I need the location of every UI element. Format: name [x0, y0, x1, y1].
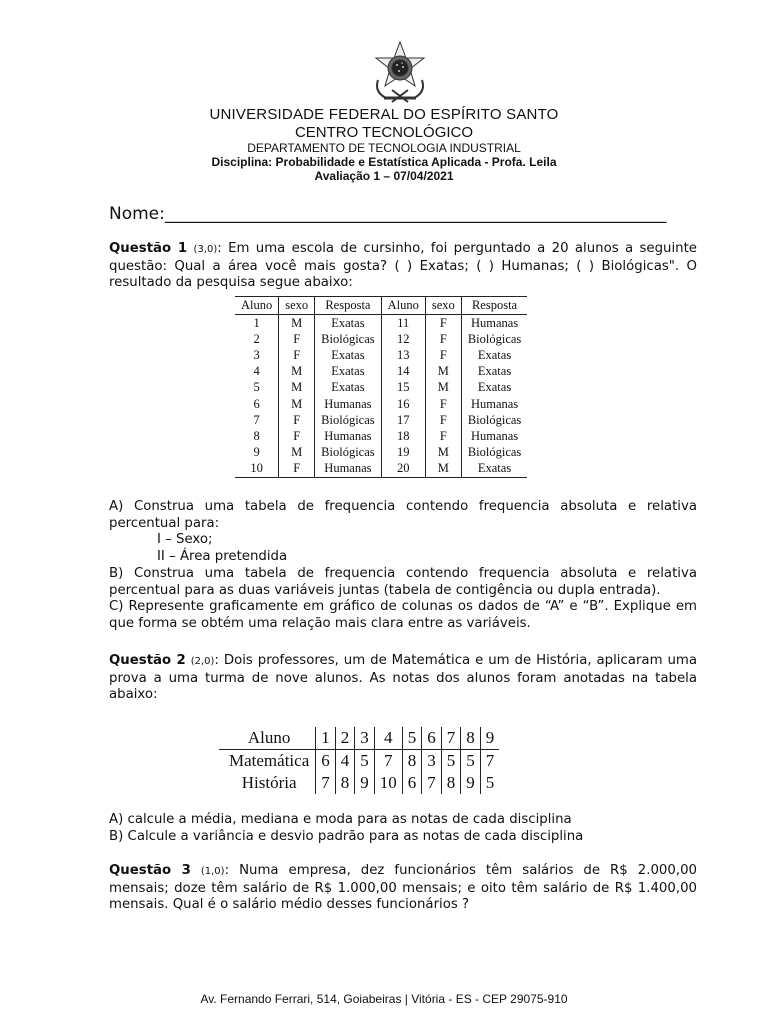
- row-label: História: [241, 773, 297, 792]
- question-1-item-c: C) Represente graficamente em gráfico de colunas os dados de “A” e “B”. Explique em que forma se obtém uma relação mais clara entre as variáveis.: [109, 599, 697, 631]
- col-header: sexo: [279, 297, 315, 315]
- question-1-text: [109, 241, 697, 292]
- discipline-line: Disciplina: Probabilidade e Estatística Aplicada - Profa. Leila: [211, 155, 557, 169]
- table-cell: Humanas: [315, 461, 381, 478]
- table-cell: 9: [253, 445, 260, 460]
- table-row: [235, 331, 527, 347]
- row-label: Matemática: [229, 751, 310, 770]
- table-cell: M: [425, 380, 461, 396]
- table-row: [235, 428, 527, 444]
- table-cell: M: [425, 461, 461, 478]
- table-cell: Biológicas: [315, 331, 381, 347]
- table-cell: Biológicas: [461, 445, 527, 461]
- table-cell: 20: [381, 461, 425, 478]
- table-cell: Biológicas: [461, 331, 527, 347]
- table-cell: Biológicas: [461, 412, 527, 428]
- table-cell: 4: [374, 727, 402, 750]
- table-cell: M: [425, 445, 461, 461]
- table-cell: 3: [422, 750, 442, 773]
- table-cell: 17: [381, 412, 425, 428]
- table-cell: 10: [250, 461, 263, 476]
- table-cell: 1: [316, 727, 336, 750]
- question-1-label: Questão 1: [109, 241, 188, 256]
- table-row: [235, 412, 527, 428]
- table-cell: F: [425, 331, 461, 347]
- table-cell: 8: [335, 772, 355, 794]
- table-cell: 19: [381, 445, 425, 461]
- table-cell: 6: [422, 727, 442, 750]
- table-cell: 9: [480, 727, 499, 750]
- table-cell: F: [279, 461, 315, 478]
- table-cell: 3: [253, 347, 260, 362]
- question-2-points: (2,0): [190, 656, 215, 667]
- table-row: [219, 750, 499, 773]
- question-1-item-a: A) Construa uma tabela de frequencia contendo frequencia absoluta e relativa percentual para:: [109, 499, 697, 531]
- footer-address: Av. Fernando Ferrari, 514, Goiabeiras | Vitória - ES - CEP 29075-910: [200, 992, 568, 1006]
- table-cell: 13: [381, 347, 425, 363]
- table-cell: Humanas: [461, 428, 527, 444]
- table-cell: F: [425, 347, 461, 363]
- question-2-body: : Dois professores, um de Matemática e um de História, aplicaram uma prova a uma turma de nove alunos. As notas dos alunos foram anotadas na tabela abaixo:: [109, 653, 697, 702]
- table-cell: Humanas: [461, 315, 527, 332]
- table-cell: Biológicas: [315, 412, 381, 428]
- table-cell: F: [279, 412, 315, 428]
- table-cell: 12: [381, 331, 425, 347]
- table-cell: 9: [461, 772, 481, 794]
- brazil-coat-of-arms-icon: [370, 40, 430, 106]
- question-3-body: : Numa empresa, dez funcionários têm salários de R$ 2.000,00 mensais; doze têm salário de R$ 1.000,00 mensais; e oito têm salário de R$ 1.400,00 mensais. Qual é o salário médio desses funcionários ?: [109, 863, 697, 912]
- table-cell: Exatas: [315, 347, 381, 363]
- table-cell: F: [279, 331, 315, 347]
- table-cell: F: [425, 428, 461, 444]
- table-cell: M: [279, 380, 315, 396]
- table-cell: Humanas: [461, 396, 527, 412]
- table-cell: 5: [480, 772, 499, 794]
- table-cell: 1: [253, 315, 260, 330]
- table-cell: M: [279, 315, 315, 332]
- table-cell: 6: [253, 396, 260, 411]
- table-cell: 5: [253, 380, 260, 395]
- table-cell: 6: [402, 772, 422, 794]
- table-cell: M: [279, 445, 315, 461]
- table-cell: 7: [253, 412, 260, 427]
- table-cell: 16: [381, 396, 425, 412]
- exam-title: Avaliação 1 – 07/04/2021: [314, 169, 454, 183]
- table-cell: F: [425, 315, 461, 332]
- table-cell: 14: [381, 364, 425, 380]
- col-header: Aluno: [241, 298, 273, 312]
- table-cell: 7: [422, 772, 442, 794]
- question-3-text: [109, 863, 697, 914]
- table-cell: F: [425, 396, 461, 412]
- table-cell: M: [279, 396, 315, 412]
- table-cell: 7: [441, 727, 461, 750]
- table-cell: 9: [355, 772, 375, 794]
- table-cell: 8: [461, 727, 481, 750]
- table-row: [235, 347, 527, 363]
- table-cell: Exatas: [315, 364, 381, 380]
- table-cell: 4: [335, 750, 355, 773]
- name-field[interactable]: Nome:___________________________________________________________: [109, 204, 667, 224]
- table-cell: Biológicas: [315, 445, 381, 461]
- grades-table: [219, 727, 499, 794]
- table-cell: 2: [335, 727, 355, 750]
- table-cell: 8: [402, 750, 422, 773]
- table-row: [219, 727, 499, 750]
- table-cell: 7: [374, 750, 402, 773]
- table-cell: F: [425, 412, 461, 428]
- table-row: [235, 364, 527, 380]
- survey-table-body: [235, 315, 527, 478]
- table-cell: 5: [355, 750, 375, 773]
- table-cell: 11: [381, 315, 425, 332]
- question-2-item-a: A) calcule a média, mediana e moda para as notas de cada disciplina: [109, 812, 572, 827]
- col-header: Resposta: [461, 297, 527, 315]
- table-row: [235, 396, 527, 412]
- table-cell: 7: [480, 750, 499, 773]
- question-1-item-a-i: I – Sexo;: [157, 532, 213, 547]
- question-2-item-b: B) Calcule a variância e desvio padrão para as notas de cada disciplina: [109, 829, 584, 844]
- table-cell: 5: [461, 750, 481, 773]
- center-name: CENTRO TECNOLÓGICO: [294, 124, 474, 141]
- table-cell: 15: [381, 380, 425, 396]
- table-cell: 18: [381, 428, 425, 444]
- table-cell: 5: [402, 727, 422, 750]
- table-cell: F: [279, 428, 315, 444]
- grades-table-body: [219, 727, 499, 794]
- question-1-body: : Em uma escola de cursinho, foi perguntado a 20 alunos a seguinte questão: Qual a área você mais gosta? ( ) Exatas; ( ) Humanas; ( ) Biológicas". O resultado da pesquisa segue abaixo:: [109, 241, 697, 290]
- survey-table: [235, 296, 527, 478]
- table-cell: Exatas: [315, 380, 381, 396]
- question-1-item-b: B) Construa uma tabela de frequencia contendo frequencia absoluta e relativa percentual para as duas variáveis juntas (tabela de contigência ou dupla entrada).: [109, 566, 697, 598]
- col-header: Resposta: [315, 297, 381, 315]
- table-cell: 2: [253, 331, 260, 346]
- col-header: Aluno: [381, 297, 425, 315]
- table-cell: Humanas: [315, 396, 381, 412]
- university-name: UNIVERSIDADE FEDERAL DO ESPÍRITO SANTO: [209, 106, 559, 123]
- table-cell: 4: [253, 364, 260, 379]
- table-row: [235, 461, 527, 478]
- question-3-label: Questão 3: [109, 863, 191, 878]
- table-cell: 6: [316, 750, 336, 773]
- table-cell: M: [279, 364, 315, 380]
- table-cell: 10: [374, 772, 402, 794]
- table-cell: Exatas: [461, 347, 527, 363]
- table-row: [235, 445, 527, 461]
- question-3-points: (1,0): [200, 866, 225, 877]
- table-cell: 8: [253, 428, 260, 443]
- table-cell: 3: [355, 727, 375, 750]
- row-label: Aluno: [219, 727, 316, 750]
- table-cell: Exatas: [461, 461, 527, 478]
- question-1-points: (3,0): [193, 244, 218, 255]
- table-cell: F: [279, 347, 315, 363]
- col-header: sexo: [425, 297, 461, 315]
- table-cell: M: [425, 364, 461, 380]
- question-2-label: Questão 2: [109, 653, 186, 668]
- table-cell: Exatas: [461, 364, 527, 380]
- table-row: [219, 772, 499, 794]
- department-name: DEPARTAMENTO DE TECNOLOGIA INDUSTRIAL: [247, 141, 521, 155]
- question-1-item-a-ii: II – Área pretendida: [157, 549, 288, 564]
- table-cell: 5: [441, 750, 461, 773]
- table-cell: Exatas: [461, 380, 527, 396]
- table-cell: Humanas: [315, 428, 381, 444]
- question-2-text: [109, 653, 697, 704]
- table-row: [235, 315, 527, 332]
- table-cell: 8: [441, 772, 461, 794]
- table-cell: Exatas: [315, 315, 381, 332]
- table-cell: 7: [316, 772, 336, 794]
- table-row: [235, 380, 527, 396]
- survey-table-header: [235, 297, 527, 315]
